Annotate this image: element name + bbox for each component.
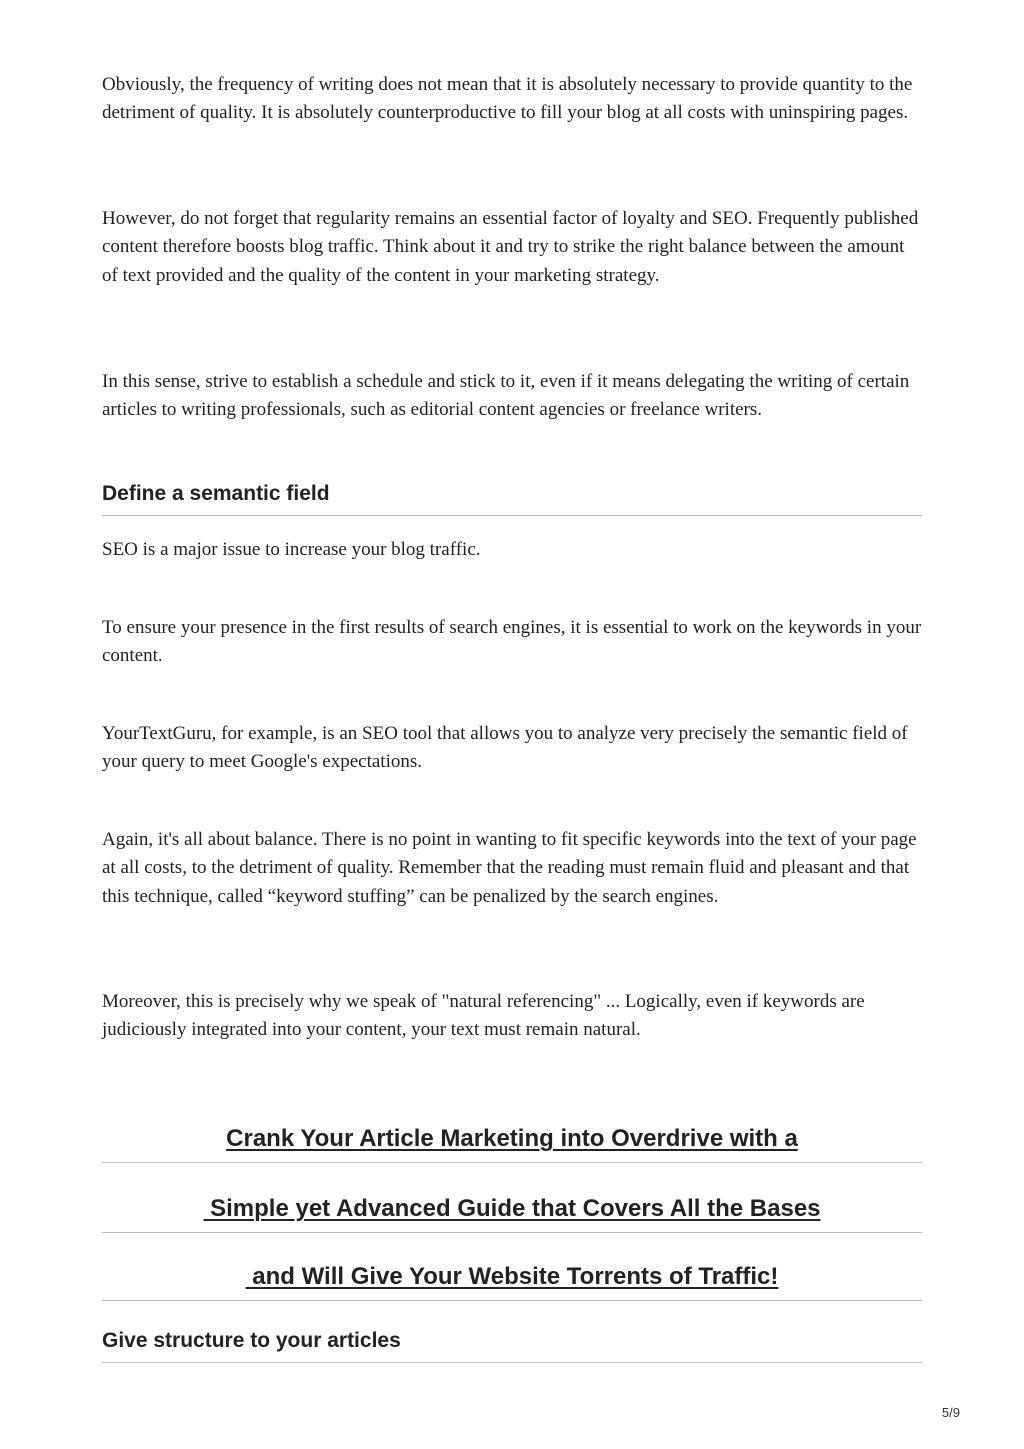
paragraph-frequency: Obviously, the frequency of writing does not mean that it is absolutely necessary to provide quantity to the detriment of quality. It is absolutely counterproductive to fill your blog at all costs with uninspiring pages. [102,74,913,124]
promo-divider-2 [102,1232,922,1233]
paragraph-schedule: In this sense, strive to establish a schedule and stick to it, even if it means delegating the writing of certain articles to writing professionals, such as editorial content agencies or freelance writers. [102,371,910,421]
heading-define-semantic-field: Define a semantic field [102,482,330,505]
promo-link-line-2[interactable]: Simple yet Advanced Guide that Covers All the Bases [203,1195,821,1222]
page-number: 5/9 [941,1405,960,1420]
heading-divider [102,515,922,516]
paragraph-search-presence: To ensure your presence in the first results of search engines, it is essential to work on the keywords in your content. [102,617,922,667]
paragraph-regularity: However, do not forget that regularity remains an essential factor of loyalty and SEO. Frequently published content therefore boosts blog traffic. Think about it and try to strike the right balance between the amount of text provided and the quality of the content in your marketing strategy. [102,208,919,286]
paragraph-balance: Again, it's all about balance. There is no point in wanting to fit specific keywords into the text of your page at all costs, to the detriment of quality. Remember that the reading must remain fluid and pleasant and that this technique, called “keyword stuffing” can be penalized by the search engines. [102,829,917,907]
promo-link-line-3[interactable]: and Will Give Your Website Torrents of Traffic! [245,1263,779,1290]
promo-divider-1 [102,1162,922,1163]
paragraph-seo-issue: SEO is a major issue to increase your blog traffic. [102,539,481,560]
paragraph-yourtextguru: YourTextGuru, for example, is an SEO tool that allows you to analyze very precisely the semantic field of your query to meet Google's expectations. [102,723,908,773]
paragraph-natural-referencing: Moreover, this is precisely why we speak of "natural referencing" ... Logically, even if keywords are judiciously integrated into your content, your text must remain natural. [102,991,865,1041]
promo-divider-3 [102,1300,922,1301]
heading-give-structure: Give structure to your articles [102,1329,401,1352]
heading-divider-structure [102,1362,922,1363]
promo-link-line-1[interactable]: Crank Your Article Marketing into Overdrive with a [226,1125,798,1152]
